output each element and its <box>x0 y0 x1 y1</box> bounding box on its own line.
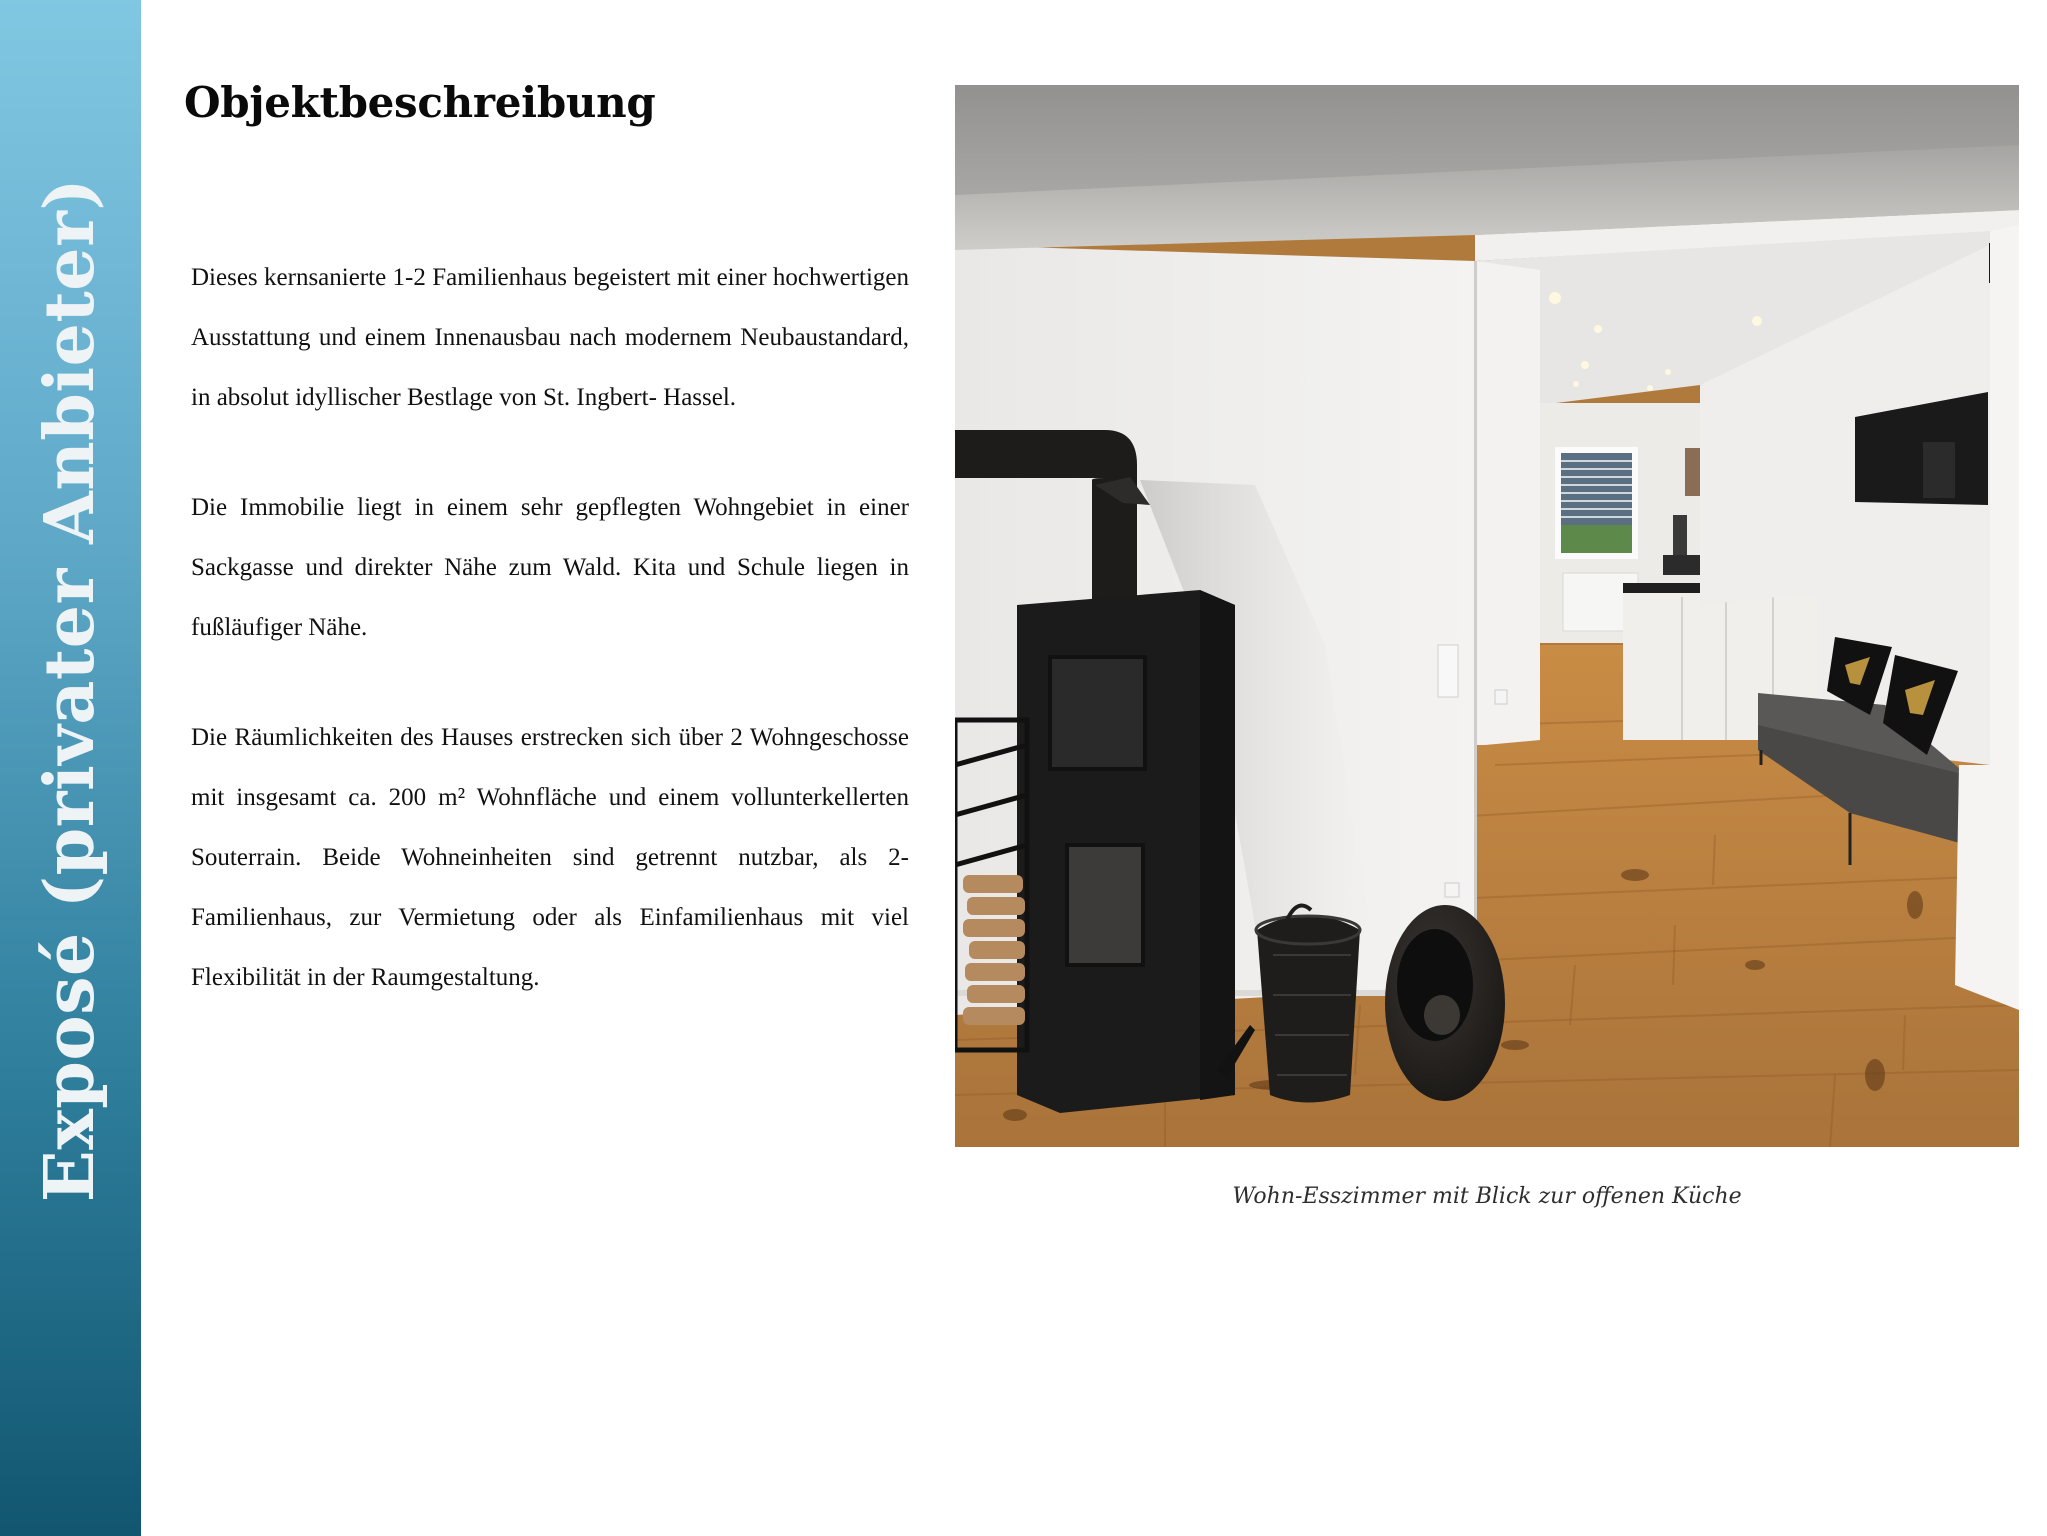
description-text <box>191 248 909 1058</box>
description-paragraph-1: Dieses kernsanierte 1-2 Familienhaus begeistert mit einer hochwertigen Ausstattung und einem Innenausbau nach modernem Neubaustandard, in absolut idyllischer Bestlage von St. Ingbert- Hassel. <box>191 264 909 411</box>
property-photo <box>955 85 2019 1147</box>
sidebar-band <box>0 0 141 1536</box>
sidebar-title: Exposé (privater Anbieter) <box>30 177 110 1203</box>
page-title: Objektbeschreibung <box>184 78 656 127</box>
description-paragraph-3: Die Räumlichkeiten des Hauses erstrecken sich über 2 Wohngeschosse mit insgesamt ca. 200 m² Wohnfläche und einem vollunterkellerten Souterrain. Beide Wohneinheiten sind getrennt nutzbar, als 2-Familienhaus, zur Vermietung oder als Einfamilienhaus mit viel Flexibilität in der Raumgestaltung. <box>191 724 909 991</box>
living-room-image <box>955 85 2019 1147</box>
description-paragraph-2: Die Immobilie liegt in einem sehr gepflegten Wohngebiet in einer Sackgasse und direkter Nähe zum Wald. Kita und Schule liegen in fußläufiger Nähe. <box>191 494 909 641</box>
photo-caption: Wohn-Esszimmer mit Blick zur offenen Küche <box>1232 1184 1742 1209</box>
